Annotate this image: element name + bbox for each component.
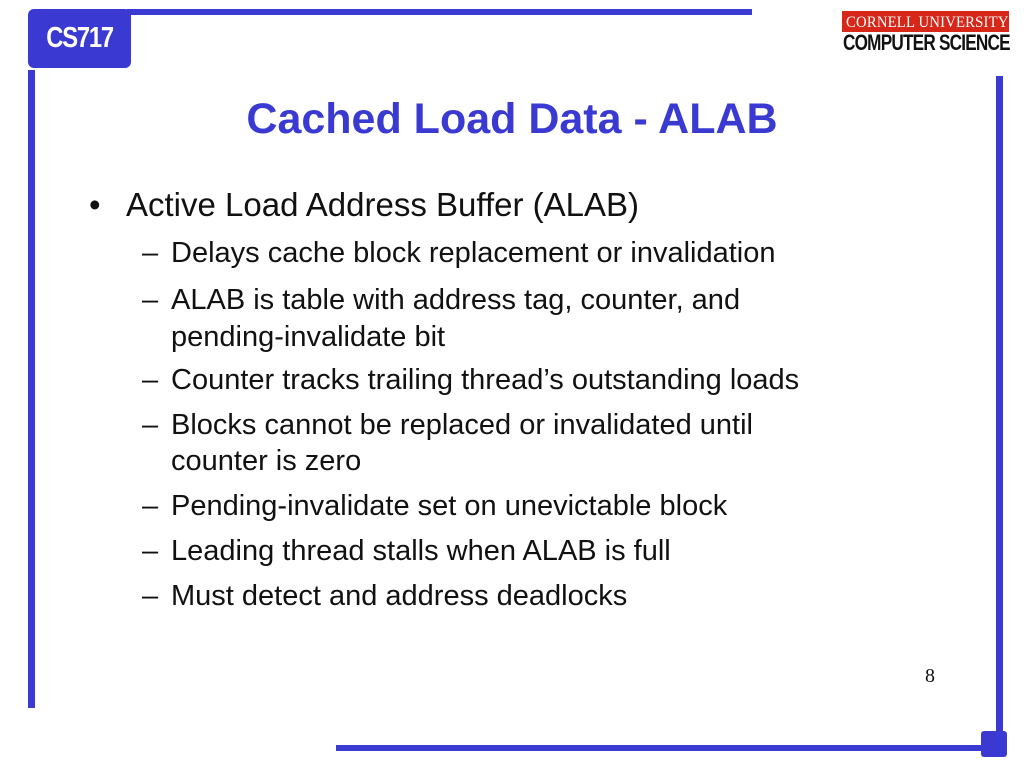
sub-bullet-dash: –	[142, 409, 159, 441]
sub-bullet-text: Delays cache block replacement or invalidation	[171, 237, 776, 269]
sub-bullet-text: Blocks cannot be replaced or invalidated until	[171, 409, 753, 441]
bullet-marker: •	[89, 186, 101, 223]
sub-bullet-text: ALAB is table with address tag, counter, and	[171, 284, 741, 316]
course-badge-text: CS717	[46, 22, 113, 54]
sub-bullet-dash: –	[142, 237, 159, 269]
sub-bullet-text: Pending-invalidate set on unevictable block	[171, 490, 728, 522]
sub-bullet-dash: –	[142, 284, 159, 316]
sub-bullet-text: Must detect and address deadlocks	[171, 580, 628, 612]
sub-bullet-text-continued: pending-invalidate bit	[171, 321, 446, 353]
sub-bullet-text: Leading thread stalls when ALAB is full	[171, 535, 671, 567]
slide-title: Cached Load Data - ALAB	[246, 95, 778, 143]
sub-bullet-dash: –	[142, 490, 159, 522]
logo-department-text: COMPUTER SCIENCE	[843, 30, 1010, 55]
sub-bullet-dash: –	[142, 364, 159, 396]
logo-university-text: CORNELL UNIVERSITY	[846, 14, 1009, 31]
sub-bullet-dash: –	[142, 535, 159, 567]
sub-bullet-text: Counter tracks trailing thread’s outstanding loads	[171, 364, 800, 396]
sub-bullet-dash: –	[142, 580, 159, 612]
sub-bullet-text-continued: counter is zero	[171, 445, 362, 477]
main-bullet-text: Active Load Address Buffer (ALAB)	[126, 186, 639, 223]
page-number: 8	[925, 665, 935, 687]
